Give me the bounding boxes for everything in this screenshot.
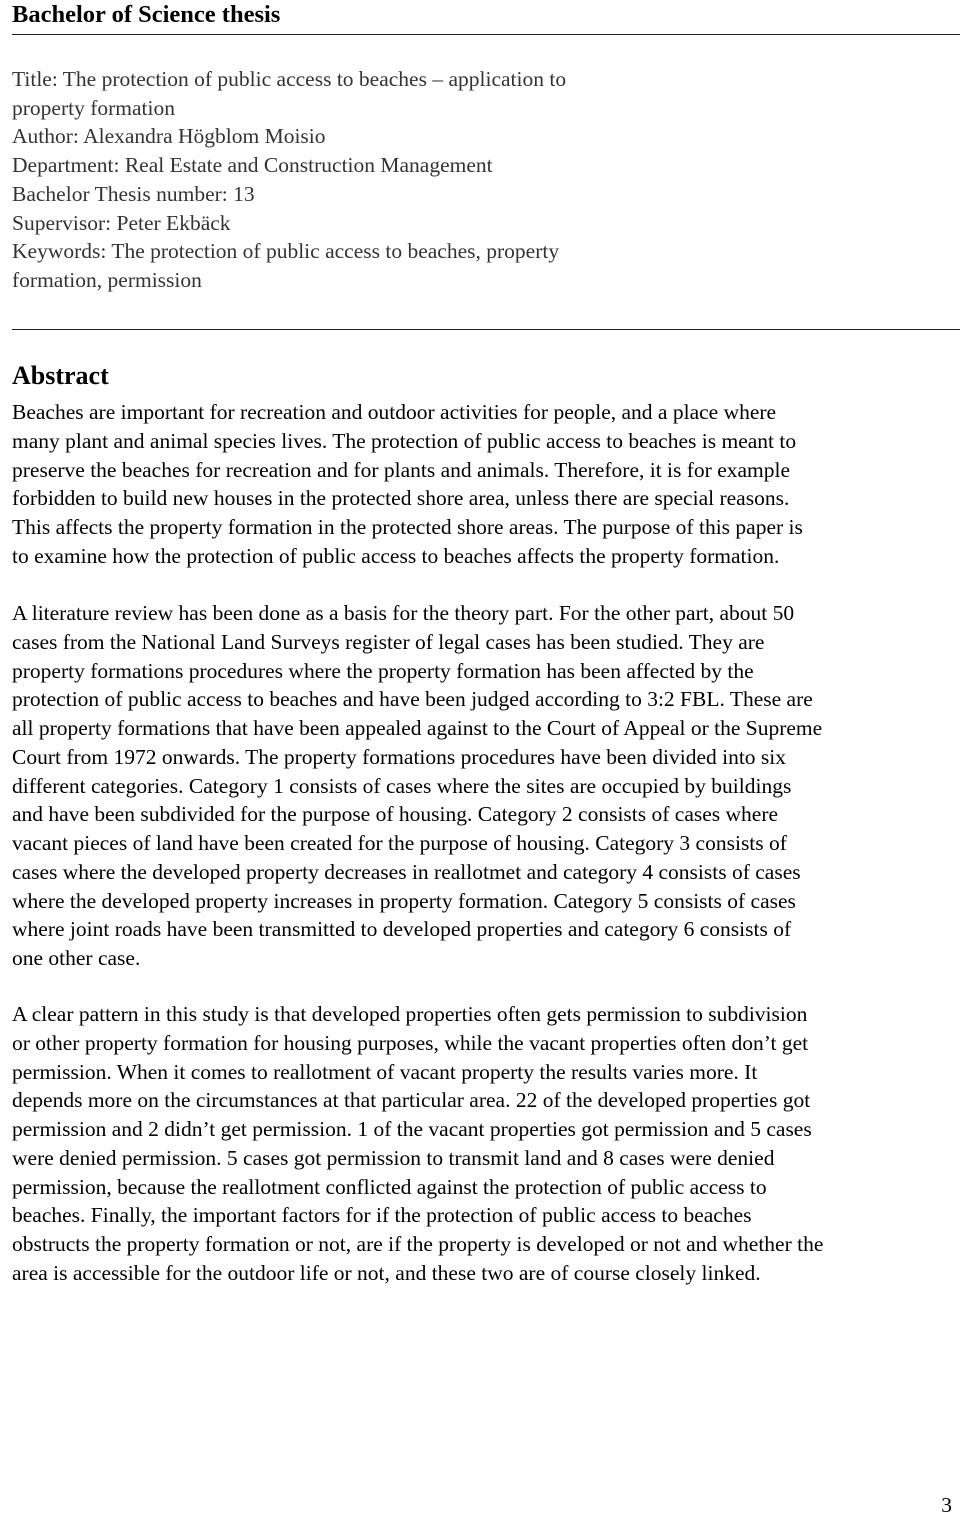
paragraph-line: depends more on the circumstances at that particular area. 22 of the developed properties got: [12, 1088, 811, 1113]
paragraph-line: This affects the property formation in the protected shore areas. The purpose of this paper is: [12, 515, 803, 539]
paragraph-line: vacant pieces of land have been created for the purpose of housing. Category 3 consists of: [12, 831, 787, 855]
paragraph-line: obstructs the property formation or not, are if the property is developed or not and whether the: [12, 1232, 824, 1256]
department-line: Department: Real Estate and Construction Management: [12, 153, 493, 178]
title-line: property formation: [12, 95, 175, 120]
paragraph-line: cases where the developed property decreases in reallotmet and category 4 consists of cases: [12, 859, 801, 884]
paragraph-line: forbidden to build new houses in the protected shore area, unless there are special reasons.: [12, 486, 790, 511]
paragraph-line: A clear pattern in this study is that developed properties often gets permission to subdivision: [12, 1002, 808, 1026]
page-number: 3: [941, 1493, 952, 1517]
paragraph-line: where joint roads have been transmitted to developed properties and category 6 consists of: [12, 917, 792, 942]
paragraph-line: Beaches are important for recreation and outdoor activities for people, and a place where: [12, 400, 777, 424]
paragraph-line: and have been subdivided for the purpose of housing. Category 2 consists of cases where: [12, 802, 779, 827]
paragraph-line: many plant and animal species lives. The protection of public access to beaches is meant to: [12, 428, 797, 453]
paragraph-line: permission, because the reallotment conflicted against the protection of public access to: [12, 1174, 767, 1199]
paragraph-line: or other property formation for housing purposes, while the vacant properties often don’t get: [12, 1030, 809, 1055]
paragraph-line: A literature review has been done as a basis for the theory part. For the other part, about 50: [12, 601, 795, 625]
bottom-divider: [12, 329, 960, 330]
keywords-line: Keywords: The protection of public access to beaches, property: [12, 239, 560, 264]
author-line: Author: Alexandra Högblom Moisio: [12, 124, 326, 149]
paragraph-line: one other case.: [12, 946, 141, 970]
paragraph-line: cases from the National Land Surveys register of legal cases has been studied. They are: [12, 629, 765, 654]
paragraph-line: Court from 1972 onwards. The property formations procedures have been divided into six: [12, 744, 787, 769]
title-line: Title: The protection of public access to beaches – application to: [12, 67, 567, 91]
paragraph-line: property formations procedures where the property formation has been affected by the: [12, 658, 754, 683]
abstract-paragraph: [12, 1000, 957, 1288]
paragraph-line: different categories. Category 1 consists of cases where the sites are occupied by buildings: [12, 773, 792, 798]
abstract-heading: Abstract: [12, 361, 109, 390]
document-heading: Bachelor of Science thesis: [12, 1, 281, 28]
paragraph-line: where the developed property increases in property formation. Category 5 consists of cases: [12, 888, 796, 913]
paragraph-line: to examine how the protection of public access to beaches affects the property formation.: [12, 543, 780, 568]
paragraph-line: preserve the beaches for recreation and for plants and animals. Therefore, it is for example: [12, 457, 791, 482]
paragraph-line: were denied permission. 5 cases got permission to transmit land and 8 cases were denied: [12, 1145, 775, 1170]
paragraph-line: permission and 2 didn’t get permission. 1 of the vacant properties got permission and 5 cases: [12, 1117, 812, 1141]
paragraph-line: all property formations that have been appealed against to the Court of Appeal or the Supreme: [12, 716, 823, 740]
abstract-paragraph: [12, 599, 957, 973]
abstract-paragraph: [12, 398, 957, 571]
paragraph-line: protection of public access to beaches and have been judged according to 3:2 FBL. These are: [12, 687, 813, 712]
paragraph-line: permission. When it comes to reallotment of vacant property the results varies more. It: [12, 1059, 758, 1084]
keywords-line: formation, permission: [12, 267, 202, 292]
thesis-number-line: Bachelor Thesis number: 13: [12, 181, 255, 206]
top-divider: [12, 34, 960, 35]
thesis-metadata: [12, 65, 712, 295]
supervisor-line: Supervisor: Peter Ekbäck: [12, 210, 231, 235]
paragraph-line: beaches. Finally, the important factors for if the protection of public access to beaches: [12, 1203, 752, 1228]
paragraph-line: area is accessible for the outdoor life or not, and these two are of course closely linked.: [12, 1260, 761, 1285]
